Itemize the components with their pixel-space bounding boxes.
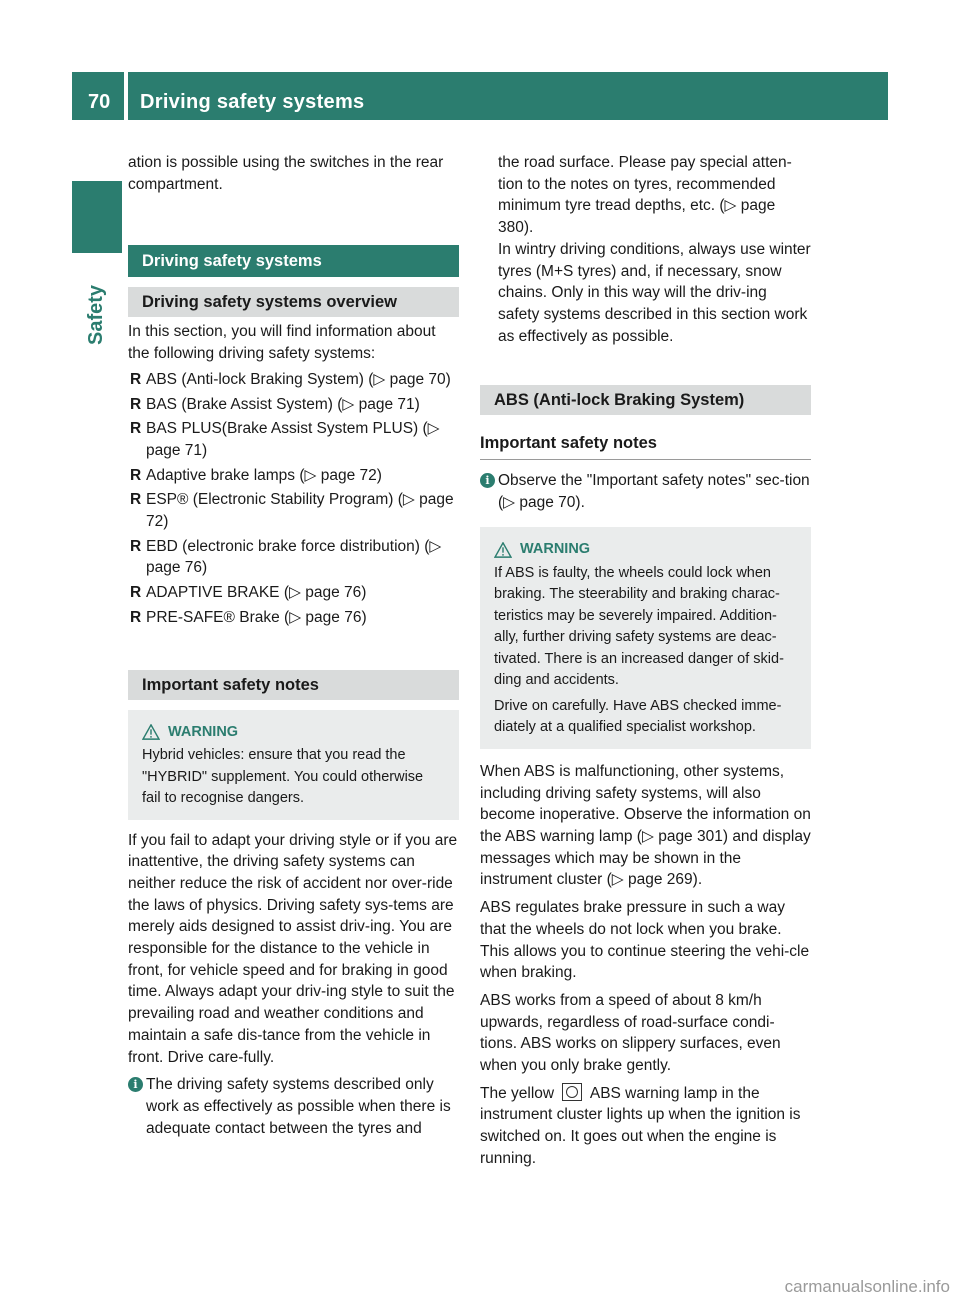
list-item [128, 394, 459, 416]
bullet-marker: R [130, 420, 142, 438]
paragraph: ABS works from a speed of about 8 km/h upwards, regardless of road-surface condi-tions. ABS works on slippery surfaces, even when you only brake gently. [480, 991, 781, 1075]
paragraph: If you fail to adapt your driving style or if you are inattentive, the driving safety systems can neither reduce the risk of accident nor over-ride the laws of physics. Driving safety sys-tems are merely aids designed to assist driv-ing. You are responsible for the distance to the vehicle in front, for vehicle speed and for braking in good time. Always adapt your driv-ing style to suit the prevailing road and weather conditions and maintain a safe dis-tance from the vehicle in front. Drive care-fully. [128, 831, 458, 1066]
paragraph: When ABS is malfunctioning, other systems, including driving safety systems, will also become inoperative. Observe the information on the ABS warning lamp (▷ page 301) and display messages which may be shown in the instrument cluster (▷ page 269). [480, 762, 811, 889]
list-item-text: BAS PLUS(Brake Assist System PLUS) (▷ page 71) [146, 420, 440, 459]
paragraph: ABS regulates brake pressure in such a way that the wheels do not lock when you brake. This allows you to continue steering the vehi-cle when braking. [480, 899, 810, 982]
abs-heading: ABS (Anti-lock Braking System) [480, 385, 811, 415]
bullet-marker: R [130, 466, 142, 484]
warning-text: Hybrid vehicles: ensure that you read the "HYBRID" supplement. You could otherwise fail to recognise dangers. [142, 747, 424, 807]
important-heading: Important safety notes [128, 670, 459, 700]
list-item [128, 465, 459, 487]
side-tab [72, 181, 122, 253]
warning-header [142, 722, 445, 744]
systems-list [128, 369, 459, 629]
lamp-text-post: ABS warning lamp in the instrument cluster lights up when the ignition is switched on. It goes out when the engine is running. [480, 1084, 801, 1167]
warning-label: WARNING [520, 541, 591, 558]
list-item-text: ADAPTIVE BRAKE (▷ page 76) [146, 584, 367, 602]
important-subheading: Important safety notes [480, 433, 811, 460]
list-item-text: EBD (electronic brake force distribution) (▷ page 76) [146, 537, 442, 577]
left-column [128, 152, 459, 1139]
info-icon: i [128, 1077, 143, 1092]
paragraph [480, 1083, 811, 1170]
warning-label: WARNING [168, 723, 239, 740]
info-icon: i [480, 473, 495, 488]
continued-text: the road surface. Please pay special atten-tion to the notes on tyres, recommended minimum tyre tread depths, etc. (▷ page 380). [498, 154, 792, 237]
section-heading: Driving safety systems [128, 245, 459, 277]
page-number: 70 [88, 91, 111, 113]
bullet-marker: R [130, 491, 142, 509]
info-note [128, 1074, 459, 1139]
warning-header [494, 539, 797, 561]
side-tab-label: Safety [85, 284, 107, 345]
list-item [128, 489, 459, 532]
winter-text: In wintry driving conditions, always use winter tyres (M+S tyres) and, if necessary, snow chains. Only in this way will the driv-ing safety systems described in this section work as effectively as possible. [498, 240, 811, 345]
overview-intro: In this section, you will find information about the following driving safety systems: [128, 323, 436, 363]
abs-lamp-icon [562, 1083, 582, 1101]
list-item-text: ESP® (Electronic Stability Program) (▷ page 72) [146, 491, 454, 531]
list-item [128, 369, 459, 391]
list-item-text: PRE-SAFE® Brake (▷ page 76) [146, 608, 367, 626]
subsection-heading: Driving safety systems overview [128, 287, 459, 317]
watermark: carmanualsonline.info [784, 1277, 950, 1297]
list-item [128, 607, 459, 629]
intro-text: ation is possible using the switches in the rear compartment. [128, 154, 444, 193]
bullet-marker: R [130, 608, 142, 626]
bullet-marker: R [130, 370, 142, 388]
warning-icon [142, 724, 160, 740]
list-item [128, 418, 459, 461]
info-note [480, 470, 811, 513]
list-item-text: Adaptive brake lamps (▷ page 72) [146, 466, 382, 484]
lamp-text-pre: The yellow [480, 1084, 555, 1102]
bullet-marker: R [130, 537, 142, 555]
list-item [128, 536, 459, 579]
list-item-text: ABS (Anti-lock Braking System) (▷ page 70) [146, 370, 451, 388]
warning-icon [494, 542, 512, 558]
list-item-text: BAS (Brake Assist System) (▷ page 71) [146, 395, 420, 413]
warning-box [128, 710, 459, 820]
warning-box [480, 527, 811, 749]
list-item [128, 582, 459, 604]
warning-text: Drive on carefully. Have ABS checked imme-diately at a qualified specialist workshop. [494, 697, 782, 736]
info-text: Observe the "Important safety notes" sec-tion (▷ page 70). [498, 472, 810, 511]
bullet-marker: R [130, 584, 142, 602]
warning-text: If ABS is faulty, the wheels could lock when braking. The steerability and braking charac-teristics may be severely impaired. Addition-ally, further driving safety systems are deac-tivated. There is an increased danger of skid-ding and accidents. [494, 564, 784, 689]
right-column [480, 152, 811, 1170]
bullet-marker: R [130, 395, 142, 413]
info-text: The driving safety systems described only work as effectively as possible when there is adequate contact between the tyres and [146, 1076, 451, 1137]
header-separator [124, 72, 128, 120]
page-title: Driving safety systems [140, 91, 365, 113]
